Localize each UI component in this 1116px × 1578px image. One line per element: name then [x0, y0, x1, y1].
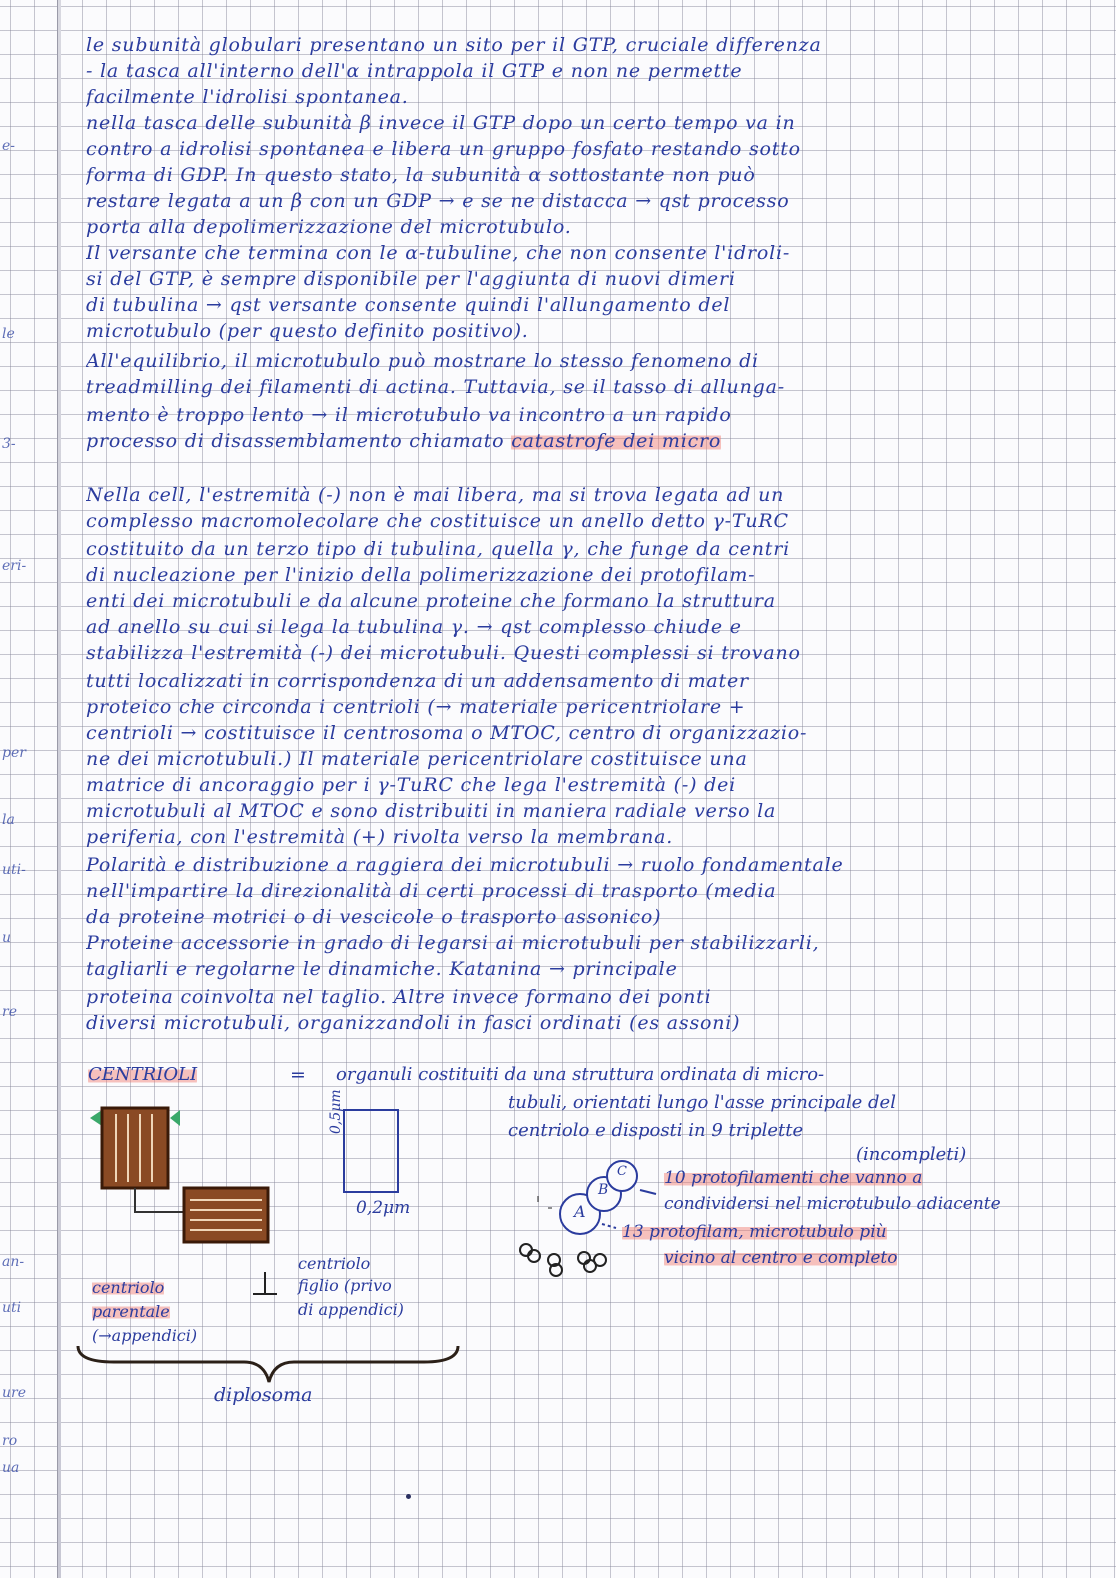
note-line: costituito da un terzo tipo di tubulina, quella γ, che funge da centri	[86, 538, 790, 560]
label-parent-centriole: centriolo	[92, 1278, 165, 1297]
note-line: nell'impartire la direzionalità di certi processi di trasporto (media	[86, 880, 777, 902]
section-heading-centrioli: CENTRIOLI	[88, 1064, 198, 1085]
label-child-centriole: centriolo	[298, 1254, 371, 1273]
margin-note: 3-	[2, 436, 16, 452]
label-child-centriole: di appendici)	[298, 1300, 404, 1319]
note-line: nella tasca delle subunità β invece il GTP dopo un certo tempo va in	[86, 112, 796, 134]
note-line: periferia, con l'estremità (+) rivolta verso la membrana.	[86, 826, 674, 848]
dimension-width: 0,2μm	[356, 1198, 411, 1218]
curly-brace-icon	[74, 1342, 464, 1386]
margin-note: eri-	[2, 558, 27, 574]
label-parent-centriole: (→appendici)	[92, 1326, 198, 1345]
margin-note: u	[2, 930, 12, 946]
note-line: facilmente l'idrolisi spontanea.	[86, 86, 409, 108]
margin-rule	[57, 0, 61, 1578]
note-line: tagliarli e regolarne le dinamiche. Katanina → principale	[86, 958, 678, 980]
note-line: All'equilibrio, il microtubulo può mostrare lo stesso fenomeno di	[86, 350, 759, 372]
margin-note: an-	[2, 1254, 25, 1270]
margin-note: ua	[2, 1460, 20, 1476]
dimension-height: 0,5μm	[328, 1089, 344, 1134]
triplet-note: condividersi nel microtubulo adiacente	[664, 1194, 1001, 1214]
note-line: mento è troppo lento → il microtubulo va incontro a un rapido	[86, 404, 732, 426]
centrioli-definition: (incompleti)	[856, 1144, 967, 1165]
note-line: Proteine accessorie in grado di legarsi ai microtubuli per stabilizzarli,	[86, 932, 820, 954]
note-line: microtubulo (per questo definito positivo).	[86, 320, 529, 342]
scale-rectangle	[344, 1110, 398, 1192]
appendage-mark	[170, 1110, 180, 1126]
triplet-label-b: B	[598, 1182, 609, 1198]
centrioli-definition: centriolo e disposti in 9 triplette	[508, 1120, 804, 1141]
appendage-mark	[90, 1110, 102, 1126]
margin-note: e-	[2, 138, 16, 154]
note-line: tutti localizzati in corrispondenza di un addensamento di mater	[86, 670, 749, 692]
note-line: ne dei microtubuli.) Il materiale pericentriolare costituisce una	[86, 748, 748, 770]
triplet-label-a: A	[574, 1202, 586, 1221]
note-line: Il versante che termina con le α-tubuline, che non consente l'idroli-	[86, 242, 791, 264]
label-diplosoma: diplosoma	[214, 1384, 313, 1406]
margin-note: per	[2, 745, 26, 761]
note-line: si del GTP, è sempre disponibile per l'aggiunta di nuovi dimeri	[86, 268, 736, 290]
note-line: Nella cell, l'estremità (-) non è mai libera, ma si trova legata ad un	[86, 484, 785, 506]
note-line: di tubulina → qst versante consente quindi l'allungamento del	[86, 294, 731, 316]
note-line: processo di disassemblamento chiamato catastrofe dei micro	[86, 430, 722, 452]
note-line: centrioli → costituisce il centrosoma o MTOC, centro di organizzazio-	[86, 722, 808, 744]
margin-note: le	[2, 326, 15, 342]
parent-centriole-shape	[102, 1108, 168, 1188]
margin-note: uti	[2, 1300, 22, 1316]
equals-sign: =	[290, 1064, 306, 1086]
triplet-note: 13 protofilam, microtubulo più	[622, 1222, 887, 1242]
note-line: restare legata a un β con un GDP → e se ne distacca → qst processo	[86, 190, 790, 212]
note-line: microtubuli al MTOC e sono distribuiti in maniera radiale verso la	[86, 800, 777, 822]
note-line: contro a idrolisi spontanea e libera un gruppo fosfato restando sotto	[86, 138, 801, 160]
child-centriole-shape	[184, 1188, 268, 1242]
label-child-centriole: figlio (privo	[298, 1276, 392, 1295]
label-parent-centriole: parentale	[92, 1302, 170, 1321]
note-line: porta alla depolimerizzazione del microtubulo.	[86, 216, 572, 238]
margin-note: ro	[2, 1433, 18, 1449]
ink-dot	[406, 1494, 411, 1499]
note-line: Polarità e distribuzione a raggiera dei microtubuli → ruolo fondamentale	[86, 854, 844, 876]
note-line: matrice di ancoraggio per i γ-TuRC che lega l'estremità (-) dei	[86, 774, 737, 796]
margin-note: la	[2, 812, 15, 828]
note-line: enti dei microtubuli e da alcune proteine che formano la struttura	[86, 590, 776, 612]
note-line: di nucleazione per l'inizio della polimerizzazione dei protofilam-	[86, 564, 756, 586]
note-line: ad anello su cui si lega la tubulina γ. → qst complesso chiude e	[86, 616, 742, 638]
note-line: le subunità globulari presentano un sito per il GTP, cruciale differenza	[86, 34, 822, 56]
note-line: proteico che circonda i centrioli (→ materiale pericentriolare +	[86, 696, 746, 718]
note-line: proteina coinvolta nel taglio. Altre invece formano dei ponti	[86, 986, 712, 1008]
note-line: - la tasca all'interno dell'α intrappola il GTP e non ne permette	[86, 60, 743, 82]
triplet-label-c: C	[617, 1164, 627, 1179]
note-line: stabilizza l'estremità (-) dei microtubuli. Questi complessi si trovano	[86, 642, 801, 664]
margin-note: uti-	[2, 862, 26, 878]
note-line: complesso macromolecolare che costituisce un anello detto γ-TuRC	[86, 510, 789, 532]
triplet-cross-section	[508, 1156, 658, 1286]
note-line: diversi microtubuli, organizzandoli in fasci ordinati (es assoni)	[86, 1012, 741, 1034]
note-line: treadmilling dei filamenti di actina. Tuttavia, se il tasso di allunga-	[86, 376, 785, 398]
margin-note: ure	[2, 1385, 26, 1401]
triplet-note: vicino al centro e completo	[664, 1248, 898, 1268]
centrioli-definition: tubuli, orientati lungo l'asse principale del	[508, 1092, 896, 1113]
perpendicular-icon	[250, 1268, 280, 1302]
triplet-note: 10 protofilamenti che vanno a	[664, 1168, 923, 1188]
centrioli-definition: organuli costituiti da una struttura ordinata di micro-	[336, 1064, 825, 1085]
note-line: forma di GDP. In questo stato, la subunità α sottostante non può	[86, 164, 756, 186]
margin-note: re	[2, 1004, 17, 1020]
note-line: da proteine motrici o di vescicole o trasporto assonico)	[86, 906, 662, 928]
